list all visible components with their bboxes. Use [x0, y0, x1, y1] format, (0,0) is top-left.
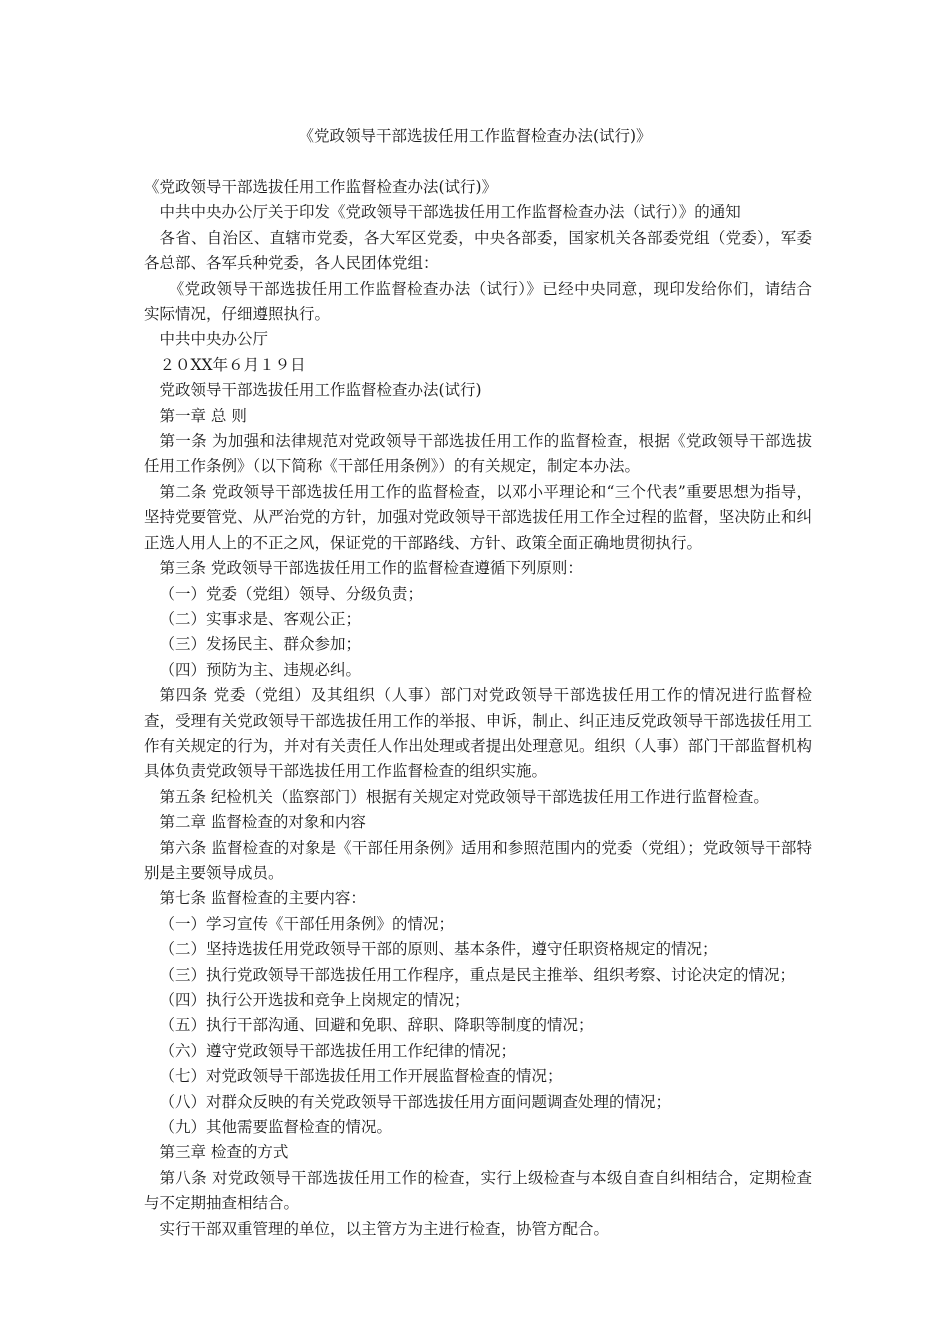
paragraph: 中共中央办公厅关于印发《党政领导干部选拔任用工作监督检查办法（试行）》的通知: [159, 203, 741, 222]
paragraph: 第二条 党政领导干部选拔任用工作的监督检查，以邓小平理论和“三个代表”重要思想为指导，坚持党要管党、从严治党的方针，加强对党政领导干部选拔任用工作全过程的监督，坚决防止和纠正选人用人上的不正之风，保证党的干部路线、方针、政策全面正确地贯彻执行。: [144, 482, 812, 552]
paragraph: 实行干部双重管理的单位，以主管方为主进行检查，协管方配合。: [159, 1219, 610, 1238]
paragraph: 《党政领导干部选拔任用工作监督检查办法（试行）》已经中央同意，现印发给你们，请结合实际情况，仔细遵照执行。: [144, 279, 812, 324]
paragraph: （八）对群众反映的有关党政领导干部选拔任用方面问题调查处理的情况；: [159, 1092, 672, 1111]
paragraph: 第一章 总 则: [159, 406, 247, 425]
paragraph: 第六条 监督检查的对象是《干部任用条例》适用和参照范围内的党委（党组）；党政领导干部特别是主要领导成员。: [144, 838, 812, 882]
paragraph: 中共中央办公厅: [159, 330, 269, 349]
document-body: [144, 175, 812, 1242]
paragraph: （五）执行干部沟通、回避和免职、辞职、降职等制度的情况；: [159, 1016, 594, 1035]
paragraph: 第三条 党政领导干部选拔任用工作的监督检查遵循下列原则：: [159, 559, 583, 578]
paragraph: 第三章 检查的方式: [159, 1143, 289, 1162]
paragraph: 第五条 纪检机关（监察部门）根据有关规定对党政领导干部选拔任用工作进行监督检查。: [159, 787, 769, 806]
paragraph: 第四条 党委（党组）及其组织（人事）部门对党政领导干部选拔任用工作的情况进行监督检查，受理有关党政领导干部选拔任用工作的举报、申诉，制止、纠正违反党政领导干部选拔任用工作有关规定的行为，并对有关责任人作出处理或者提出处理意见。组织（人事）部门干部监督机构具体负责党政领导干部选拔任用工作监督检查的组织实施。: [144, 686, 812, 781]
paragraph: 《党政领导干部选拔任用工作监督检查办法(试行)》: [144, 178, 498, 196]
paragraph: （一）党委（党组）领导、分级负责；: [159, 584, 424, 603]
paragraph: （一）学习宣传《干部任用条例》的情况；: [159, 914, 455, 933]
paragraph: （四）预防为主、违规必纠。: [159, 660, 362, 679]
paragraph: ２０XX年６月１９日: [159, 355, 306, 374]
paragraph: （七）对党政领导干部选拔任用工作开展监督检查的情况；: [159, 1067, 563, 1086]
paragraph: 第二章 监督检查的对象和内容: [159, 813, 366, 832]
paragraph: （九）其他需要监督检查的情况。: [159, 1118, 393, 1137]
paragraph: （二）实事求是、客观公正；: [159, 609, 362, 628]
paragraph: （六）遵守党政领导干部选拔任用工作纪律的情况；: [159, 1041, 517, 1060]
paragraph: （三）发扬民主、群众参加；: [159, 635, 362, 654]
paragraph: 各省、自治区、直辖市党委，各大军区党委，中央各部委，国家机关各部委党组（党委），军委各总部、各军兵种党委，各人民团体党组：: [144, 228, 812, 273]
paragraph: 第七条 监督检查的主要内容：: [159, 889, 366, 908]
paragraph: （三）执行党政领导干部选拔任用工作程序，重点是民主推举、组织考察、讨论决定的情况；: [159, 965, 796, 984]
paragraph: 第一条 为加强和法律规范对党政领导干部选拔任用工作的监督检查，根据《党政领导干部选拔任用工作条例》（以下简称《干部任用条例》）的有关规定，制定本办法。: [144, 432, 812, 476]
paragraph: 第八条 对党政领导干部选拔任用工作的检查，实行上级检查与本级自查自纠相结合，定期检查与不定期抽查相结合。: [144, 1168, 812, 1213]
document-title: 《党政领导干部选拔任用工作监督检查办法(试行)》: [298, 127, 652, 145]
paragraph: （二）坚持选拔任用党政领导干部的原则、基本条件，遵守任职资格规定的情况；: [159, 940, 718, 959]
paragraph: 党政领导干部选拔任用工作监督检查办法(试行): [159, 381, 482, 400]
paragraph: （四）执行公开选拔和竞争上岗规定的情况；: [159, 991, 470, 1009]
